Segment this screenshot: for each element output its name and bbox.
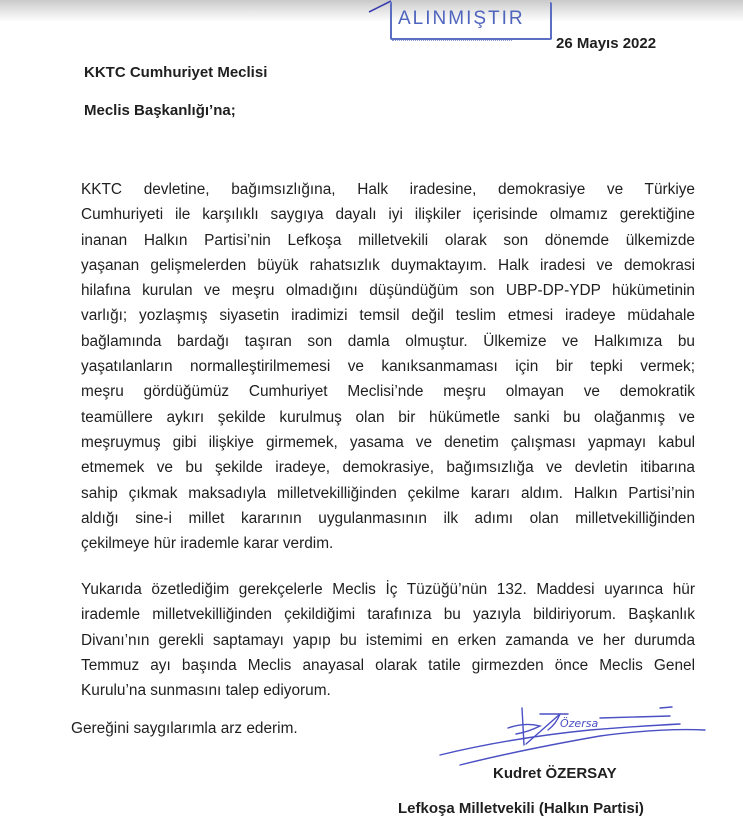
addressee-line-2: Meclis Başkanlığı’na; [84,102,236,119]
paragraph-line: meşru gördüğümüz Cumhuriyet Meclisi’nde meşru olmayan ve demokratik [81,383,695,401]
signer-title: Lefkoşa Milletvekili (Halkın Partisi) [398,800,644,817]
letter-date: 26 Mayıs 2022 [556,35,657,52]
paragraph-line: meşruymuş gibi ilişkiye girmemek, yasama ve denetim çalışması yapmayı kabul [81,433,695,451]
body-paragraph-2 [81,577,695,703]
paragraph-line: Divanı’nın gerekli saptamayı yapıp bu istemimi en erken zamanda ve her durumda [81,631,695,649]
body-paragraph-1 [81,177,695,556]
signer-name: Kudret ÖZERSAY [493,765,617,782]
paragraph-line: irademle milletvekilliğinden çekildiğimi tarafınıza bu yazıyla bildiriyorum. Başkanlık [81,606,695,624]
paragraph-line: Yukarıda özetlediğim gerekçelerle Meclis İç Tüzüğü’nün 132. Maddesi uyarınca hür [81,581,695,598]
paragraph-line: aldığı sine-i millet kararının uygulanmasının ilk adımı olan milletvekilliğinden [81,509,695,527]
paragraph-line: çekilmeye hür irademle karar verdim. [81,535,334,553]
paragraph-line: hilafına kurulan ve meşru olmadığını düşündüğüm son UBP-DP-YDP hükümetinin [81,282,695,300]
closing-salutation: Gereğini saygılarımla arz ederim. [71,720,298,737]
paragraph-line: Cumhuriyeti ile karşılıklı saygıya dayalı iyi ilişkiler içerisinde olmamız gerektiğine [81,206,695,224]
paragraph-line: yaşatılanların normalleştirilmemesi ve kanıksanmaması için bir tepki vermek; [81,358,695,376]
paragraph-line: etmemek ve bu şekilde iradeye, demokrasiye, bağımsızlığa ve devletin itibarına [81,459,695,477]
paragraph-line: inanan Halkın Partisi’nin Lefkoşa milletvekili olarak son dönemde ülkemizde [81,231,695,249]
paragraph-line: Temmuz ayı başında Meclis anayasal olarak tatile girmezden önce Meclis Genel [81,656,695,674]
paragraph-line: varlığı; yozlaşmış siyasetin iradimizi temsil değil teslim etmesi iradeye müdahale [81,307,695,325]
stamp-dotted-line [392,40,512,42]
received-stamp-text: ALINMIŞTIR [398,8,525,29]
handwritten-signature [430,700,710,770]
paragraph-line: teamüllere aykırı şekilde kurulmuş olan bir hükümetle sanki bu olağanmış ve [81,408,695,426]
signature-handwriting: Özersa [560,717,599,730]
addressee-line-1: KKTC Cumhuriyet Meclisi [84,64,268,81]
paragraph-line: Kurulu’na sunmasını talep ediyorum. [81,682,331,700]
paragraph-line: bağlamında bardağı taşıran son damla olmuştur. Ülkemize ve Halkımıza bu [81,332,695,350]
paragraph-line: sahip çıkmak maksadıyla milletvekilliğinden çekilme kararı aldım. Halkın Partisi’nin [81,484,695,502]
paragraph-line: yaşanan gelişmelerden büyük rahatsızlık duymaktayım. Halk iradesi ve demokrasi [81,256,695,274]
paragraph-line: KKTC devletine, bağımsızlığına, Halk iradesine, demokrasiye ve Türkiye [81,181,695,198]
